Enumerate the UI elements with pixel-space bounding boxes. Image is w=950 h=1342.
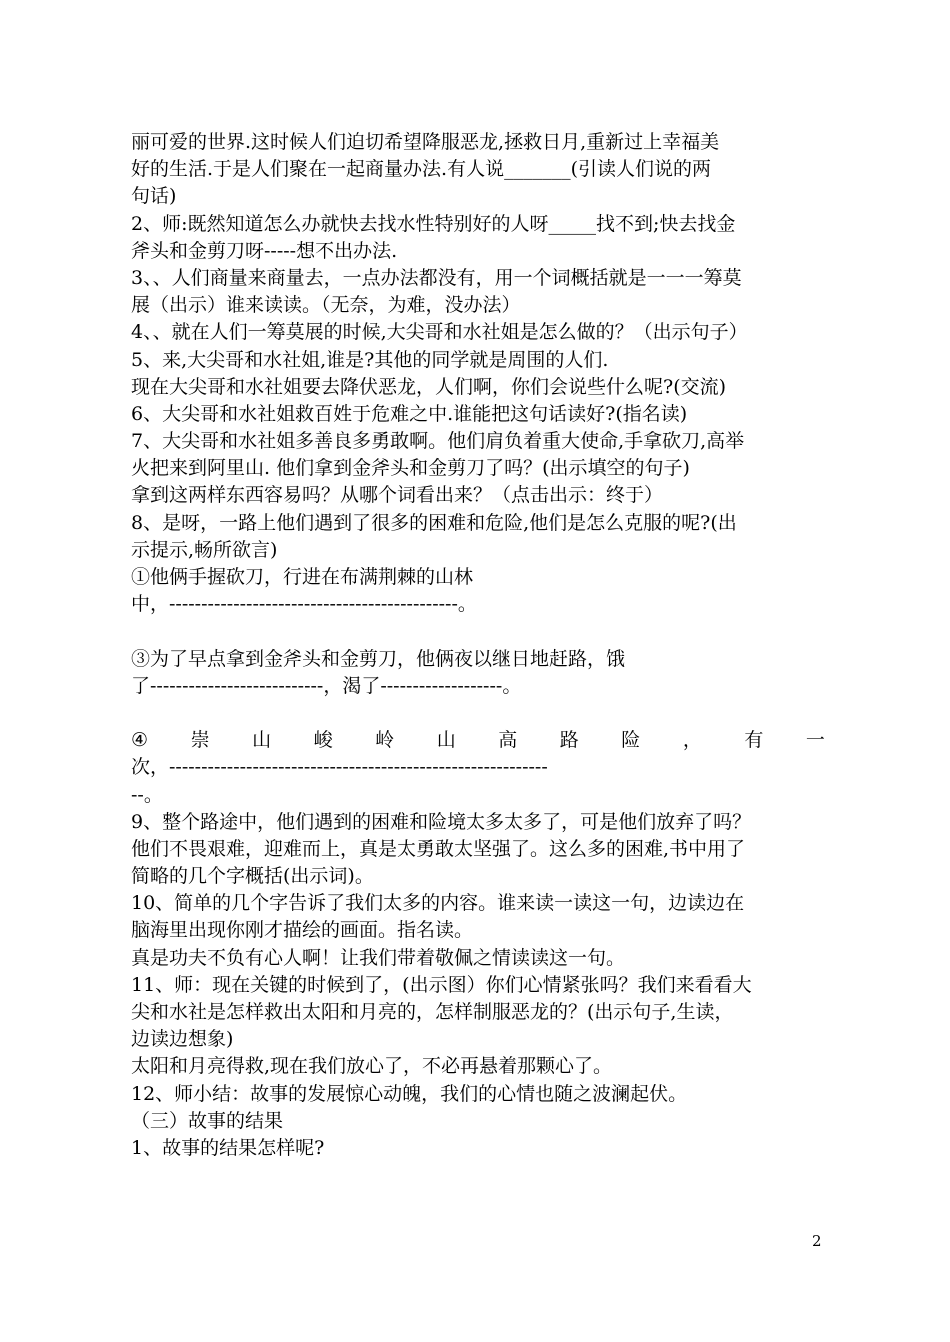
section-heading: （三）故事的结果 xyxy=(131,1109,284,1132)
text-line: 12、师小结：故事的发展惊心动魄，我们的心情也随之波澜起伏。 xyxy=(131,1082,688,1105)
text-line: 边读边想象) xyxy=(131,1028,234,1051)
spread-char: 崇 xyxy=(190,729,210,752)
spread-char: 山 xyxy=(436,729,456,752)
text-line: 火把来到阿里山. 他们拿到金斧头和金剪刀了吗？(出示填空的句子) xyxy=(131,457,690,480)
text-line: ①他俩手握砍刀，行进在布满荆棘的山林 xyxy=(131,566,474,588)
text-line: 拿到这两样东西容易吗？从哪个词看出来？（点击出示：终于） xyxy=(131,484,664,507)
text-line: 1、故事的结果怎样呢? xyxy=(131,1136,325,1159)
blank-line xyxy=(131,700,825,727)
text-line: 句话) xyxy=(131,185,177,208)
text-line: 5、来,大尖哥和水社姐,谁是?其他的同学就是周围的人们. xyxy=(131,348,609,371)
blank-line xyxy=(131,618,825,645)
text-line: 中，---------------------------------------------。 xyxy=(131,593,477,616)
text-line: 10、简单的几个字告诉了我们太多的内容。谁来读一读这一句，边读边在 xyxy=(131,892,745,915)
text-line: 斧头和金剪刀呀-----想不出办法. xyxy=(131,239,398,262)
spread-char: 岭 xyxy=(375,729,395,752)
spread-char: 险 xyxy=(621,729,641,752)
spread-char: ， xyxy=(682,729,702,752)
text-line: 太阳和月亮得救,现在我们放心了，不必再悬着那颗心了。 xyxy=(131,1055,613,1078)
text-line: 示提示,畅所欲言) xyxy=(131,538,278,561)
text-line: 尖和水社是怎样救出太阳和月亮的，怎样制服恶龙的？(出示句子,生读， xyxy=(131,1001,734,1023)
spread-char: 峻 xyxy=(313,729,333,752)
text-line: 简略的几个字概括(出示词)。 xyxy=(131,865,374,888)
spread-char: 路 xyxy=(559,729,579,752)
text-line: 11、师：现在关键的时候到了，(出示图）你们心情紧张吗？我们来看看大 xyxy=(131,973,752,996)
text-line: 展（出示）谁来读读。（无奈，为难，没办法） xyxy=(131,294,521,317)
spread-char: ④ xyxy=(131,729,149,752)
spread-char: 有 xyxy=(744,729,764,752)
spread-text-line xyxy=(131,727,825,754)
text-line: 脑海里出现你刚才描绘的画面。指名读。 xyxy=(131,919,474,942)
text-line: ③为了早点拿到金斧头和金剪刀，他俩夜以继日地赶路，饿 xyxy=(131,647,626,670)
text-line: 3、、人们商量来商量去，一点办法都没有，用一个词概括就是一一一筹莫 xyxy=(131,266,742,289)
text-line: 4、、就在人们一筹莫展的时候,大尖哥和水社姐是怎么做的？（出示句子） xyxy=(131,321,748,344)
text-line: 次，----------------------------------------------------------- xyxy=(131,756,548,779)
text-line: --。 xyxy=(131,783,163,806)
text-line: 真是功夫不负有心人啊！让我们带着敬佩之情读读这一句。 xyxy=(131,946,626,969)
spread-char: 山 xyxy=(252,729,272,752)
text-line: 6、大尖哥和水社姐救百姓于危难之中.谁能把这句话读好?(指名读) xyxy=(131,402,688,425)
text-line: 了---------------------------，渴了-------------------。 xyxy=(131,674,522,697)
text-line: 现在大尖哥和水社姐要去降伏恶龙，人们啊，你们会说些什么呢?(交流) xyxy=(131,375,727,398)
text-line: 丽可爱的世界.这时候人们迫切希望降服恶龙,拯救日月,重新过上幸福美 xyxy=(131,131,720,153)
text-line: 8、是呀，一路上他们遇到了很多的困难和危险,他们是怎么克服的呢?(出 xyxy=(131,511,737,534)
spread-char: 高 xyxy=(498,729,518,752)
spread-char: 一 xyxy=(805,729,825,752)
text-line: 2、师:既然知道怎么办就快去找水性特别好的人呀_____找不到;快去找金 xyxy=(131,212,736,235)
text-line: 他们不畏艰难，迎难而上，真是太勇敢太坚强了。这么多的困难,书中用了 xyxy=(131,837,746,860)
text-line: 好的生活.于是人们聚在一起商量办法.有人说_______(引读人们说的两 xyxy=(131,158,711,181)
text-line: 7、大尖哥和水社姐多善良多勇敢啊。他们肩负着重大使命,手拿砍刀,高举 xyxy=(131,430,745,453)
page-number: 2 xyxy=(812,1232,822,1250)
body-text xyxy=(131,129,825,1162)
text-line: 9、整个路途中，他们遇到的困难和险境太多太多了，可是他们放弃了吗？ xyxy=(131,810,752,833)
